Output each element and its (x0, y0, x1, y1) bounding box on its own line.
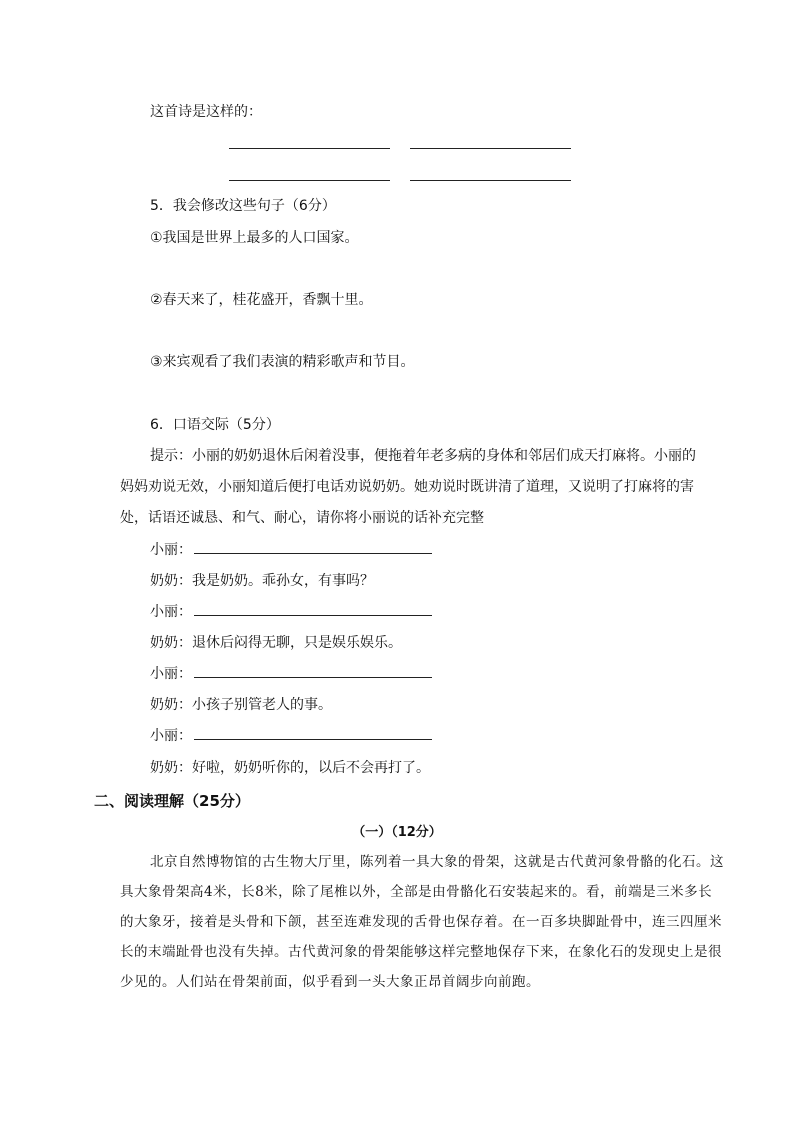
dialogue-line (150, 602, 432, 622)
answer-line (410, 148, 571, 149)
q6-prompt-line: 妈妈劝说无效，小丽知道后便打电话劝说奶奶。她劝说时既讲清了道理，又说明了打麻将的害 (120, 479, 694, 495)
dialogue-text: 我是奶奶。乖孙女，有事吗？ (192, 573, 374, 589)
dialogue-text: 小孩子别管老人的事。 (192, 697, 332, 713)
dialogue-text: 退休后闷得无聊，只是娱乐娱乐。 (192, 635, 402, 651)
answer-line (229, 180, 390, 181)
speaker-xiaoli: 小丽： (150, 728, 192, 744)
poem-intro: 这首诗是这样的： (150, 104, 262, 120)
passage-line: 长的末端趾骨也没有失掉。古代黄河象的骨架能够这样完整地保存下来，在象化石的发现史上是很 (120, 944, 722, 960)
dialogue-text: 好啦，奶奶听你的，以后不会再打了。 (192, 760, 430, 776)
speaker-grandma: 奶奶： (150, 573, 192, 589)
q5-sentence: ③来宾观看了我们表演的精彩歌声和节目。 (150, 354, 415, 370)
answer-blank[interactable] (194, 541, 432, 554)
sub-heading: （一）（12分） (352, 825, 442, 840)
passage-line: 北京自然博物馆的古生物大厅里，陈列着一具大象的骨架，这就是古代黄河象骨骼的化石。这 (150, 854, 724, 870)
passage-line: 少见的。人们站在骨架前面，似乎看到一头大象正昂首阔步向前跑。 (120, 974, 540, 990)
answer-blank[interactable] (194, 665, 432, 678)
dialogue-line (150, 540, 432, 560)
q5-sentence: ②春天来了，桂花盛开，香飘十里。 (150, 292, 373, 308)
dialogue-line (150, 664, 432, 684)
dialogue-line (150, 695, 332, 715)
dialogue-line (150, 726, 432, 746)
speaker-xiaoli: 小丽： (150, 604, 192, 620)
passage-line: 具大象骨架高4米，长8米，除了尾椎以外，全部是由骨骼化石安装起来的。看，前端是三米多长 (120, 884, 713, 900)
answer-line (410, 180, 571, 181)
answer-blank[interactable] (194, 603, 432, 616)
speaker-grandma: 奶奶： (150, 635, 192, 651)
q5-title: 5．我会修改这些句子（6分） (150, 198, 336, 214)
speaker-grandma: 奶奶： (150, 697, 192, 713)
speaker-xiaoli: 小丽： (150, 666, 192, 682)
q6-title: 6．口语交际（5分） (150, 417, 280, 433)
q5-sentence: ①我国是世界上最多的人口国家。 (150, 230, 359, 246)
dialogue-line (150, 633, 402, 653)
dialogue-line (150, 571, 374, 591)
q6-prompt-line: 处，话语还诚恳、和气、耐心，请你将小丽说的话补充完整 (120, 510, 484, 526)
speaker-xiaoli: 小丽： (150, 542, 192, 558)
q6-prompt-line: 提示：小丽的奶奶退休后闲着没事，便拖着年老多病的身体和邻居们成天打麻将。小丽的 (150, 448, 696, 464)
section-heading: 二、阅读理解（25分） (94, 792, 250, 810)
speaker-grandma: 奶奶： (150, 760, 192, 776)
dialogue-line (150, 758, 430, 778)
answer-line (229, 148, 390, 149)
passage-line: 的大象牙，接着是头骨和下颌，甚至连难发现的舌骨也保存着。在一百多块脚趾骨中，连三四厘米 (120, 914, 722, 930)
answer-blank[interactable] (194, 727, 432, 740)
